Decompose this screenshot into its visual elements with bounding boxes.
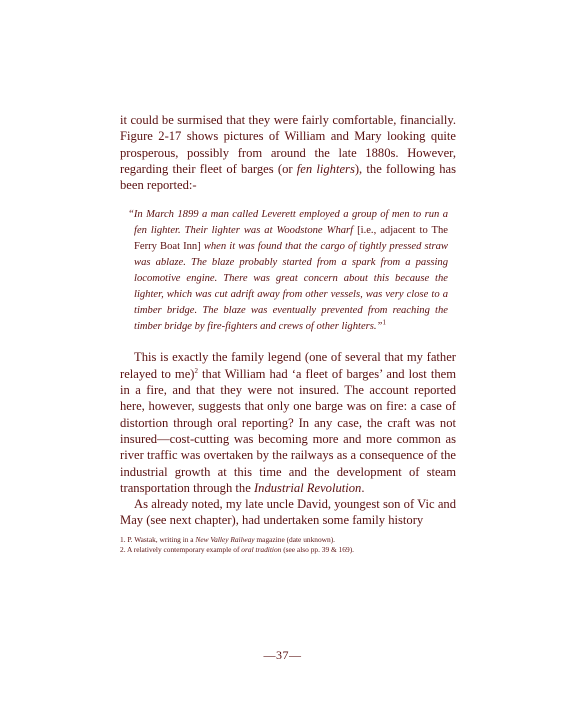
page-number: —37—	[263, 648, 302, 662]
quote-text-1: “In March 1899 a man called Leverett employed a group of men to run a fen lighter. Their lighter was at Woodstone Wharf	[128, 209, 448, 237]
quote-text-2: when it was found that the cargo of tightly pressed straw was ablaze. The blaze probably started from a spark from a passing locomotive engine. There was great concern about this because the lighter, which was cut adrift away from other vessels, was very close to a timber bridge. The blaze was eventually prevented from reaching the timber bridge by fire-fighters and crews of other lighters.”	[134, 241, 448, 333]
paragraph-1-text-b: ), the following has been reported:-	[120, 161, 456, 193]
footnote-2-italic: oral tradition	[241, 545, 282, 555]
paragraph-1-text-a: it could be surmised that they were fairly comfortable, financially. Figure 2-17 shows pictures of William and Mary looking quite prosperous, possibly from around the late 1880s. However, regarding their fleet of barges (or	[120, 113, 456, 176]
paragraph-1	[120, 112, 456, 193]
quote-bracket-note: [i.e., adjacent to The Ferry Boat Inn]	[134, 225, 449, 253]
paragraph-2-italic: Industrial Revolution	[253, 480, 362, 495]
paragraph-2-text-c: .	[361, 480, 365, 495]
footnote-1	[120, 535, 456, 546]
footnote-1-text-a: 1. P. Wastak, writing in a	[120, 534, 196, 544]
footnotes	[120, 535, 456, 556]
footnote-1-text-b: magazine (date unknown).	[254, 534, 336, 544]
footnote-2-text-a: 2. A relatively contemporary example of	[120, 545, 242, 555]
paragraph-2-text-b: that William had ‘a fleet of barges’ and lost them in a fire, and that they were not insured. The account reported here, however, suggests that only one barge was on fire: a case of distortion through oral reporting? In any case, the craft was not insured—cost-cutting was becoming more and more common as river traffic was overtaken by the railways as a consequence of the industrial growth at this time and the development of steam transportation through the	[120, 366, 456, 495]
paragraph-3: As already noted, my late uncle David, youngest son of Vic and May (see next chapter), had undertaken some family history	[120, 497, 456, 528]
footnote-2-text-b: (see also pp. 39 & 169).	[281, 545, 355, 555]
paragraph-2-text-a: This is exactly the family legend (one of several that my father relayed to me)	[120, 350, 456, 381]
footnote-1-italic: New Valley Railway	[195, 534, 255, 544]
paragraph-2-footnote-mark: 2	[194, 366, 198, 375]
quote-footnote-mark: 1	[382, 318, 386, 327]
paragraph-1-italic: fen lighters	[296, 161, 355, 176]
text-column	[120, 112, 456, 556]
paragraph-2	[120, 349, 456, 496]
block-quote	[120, 207, 456, 335]
footnote-2	[120, 545, 456, 556]
